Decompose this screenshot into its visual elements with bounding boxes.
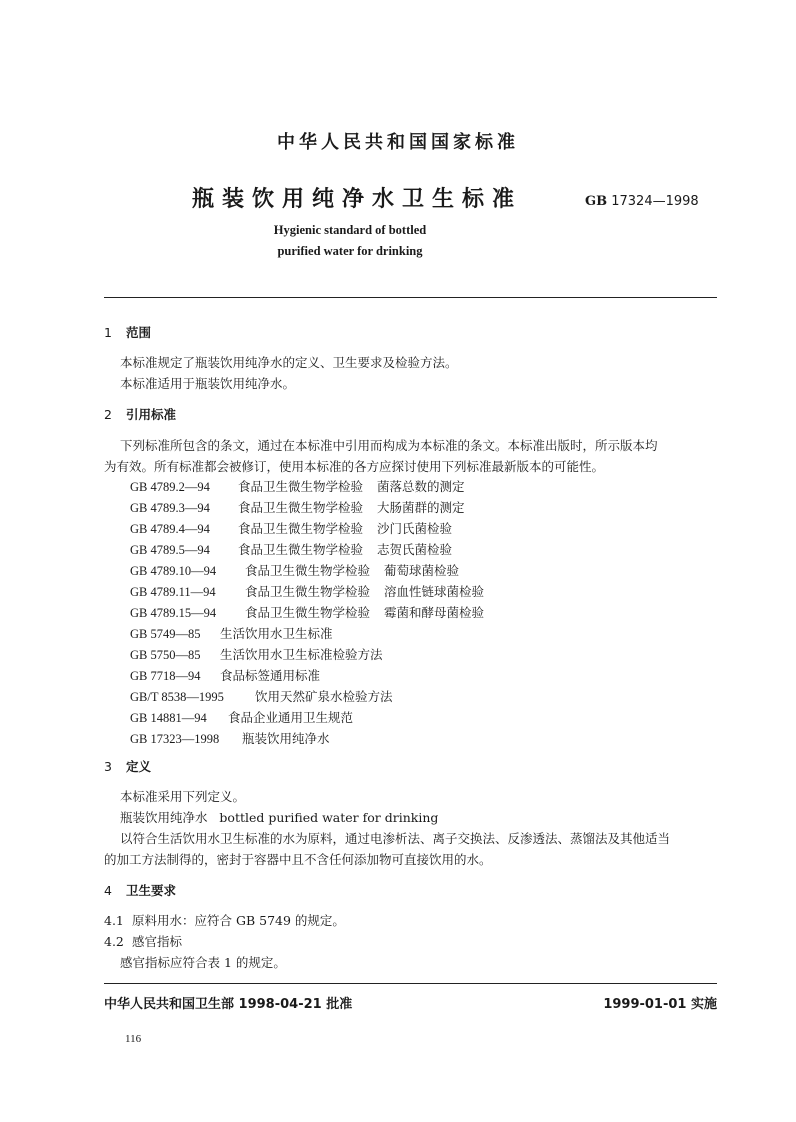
standard-code <box>585 194 699 209</box>
reference-name: 食品卫生微生物学检验 <box>245 605 371 620</box>
section-2-intro-line2: 为有效。所有标准都会被修订，使用本标准的各方应探讨使用下列标准最新版本的可能性。 <box>104 459 605 474</box>
clause-4-1-number: 4.1 <box>104 913 124 928</box>
reference-subtitle: 溶血性链球菌检验 <box>384 584 485 599</box>
reference-subtitle: 大肠菌群的测定 <box>377 500 465 515</box>
section-2-intro-line1: 下列标准所包含的条文，通过在本标准中引用而构成为本标准的条文。本标准出版时，所示版本均 <box>120 438 658 453</box>
reference-name: 生活饮用水卫生标准检验方法 <box>220 647 383 662</box>
clause-4-1 <box>104 911 345 929</box>
national-standard-heading: 中华人民共和国国家标准 <box>277 132 519 153</box>
reference-name: 食品企业通用卫生规范 <box>228 710 354 725</box>
reference-code: GB 4789.3—94 <box>130 501 210 515</box>
section-3-paragraph-1: 本标准采用下列定义。 <box>120 789 246 804</box>
reference-code: GB 4789.4—94 <box>130 522 210 536</box>
reference-code: GB 4789.15—94 <box>130 606 217 620</box>
clause-4-1-text: 原料用水：应符合 GB 5749 的规定。 <box>132 913 345 928</box>
reference-name: 食品卫生微生物学检验 <box>238 500 364 515</box>
section-3-definition-line1: 以符合生活饮用水卫生标准的水为原料，通过电渗析法、离子交换法、反渗透法、蒸馏法及其他适当 <box>120 831 671 846</box>
reference-subtitle: 沙门氏菌检验 <box>377 521 453 536</box>
clause-4-2-number: 4.2 <box>104 934 124 949</box>
english-title-line1: Hygienic standard of bottled <box>273 223 427 237</box>
reference-item <box>130 708 367 726</box>
section-1-title: 范围 <box>126 325 152 340</box>
section-3-term: 瓶装饮用纯净水 bottled purified water for drinking <box>120 810 439 825</box>
reference-code: GB 7718—94 <box>130 669 201 683</box>
reference-name: 食品标签通用标准 <box>220 668 321 683</box>
implementation-date: 1999-01-01 实施 <box>603 997 717 1012</box>
document-title: 瓶装饮用纯净水卫生标准 <box>192 187 523 212</box>
reference-code: GB 17323—1998 <box>130 732 220 746</box>
reference-item <box>130 582 484 600</box>
reference-code: GB 5750—85 <box>130 648 201 662</box>
reference-name: 食品卫生微生物学检验 <box>245 563 371 578</box>
reference-name: 食品卫生微生物学检验 <box>238 479 364 494</box>
code-prefix: GB <box>585 194 608 209</box>
section-2-title: 引用标准 <box>126 407 177 422</box>
section-4-heading <box>104 881 176 899</box>
reference-code: GB 4789.2—94 <box>130 480 210 494</box>
reference-code: GB 14881—94 <box>130 711 207 725</box>
reference-subtitle: 菌落总数的测定 <box>377 479 465 494</box>
reference-subtitle: 志贺氏菌检验 <box>377 542 453 557</box>
section-3-heading <box>104 757 151 775</box>
section-2-number: 2 <box>104 407 112 422</box>
reference-item <box>130 645 397 663</box>
section-2-heading <box>104 405 176 423</box>
reference-name: 饮用天然矿泉水检验方法 <box>255 689 393 704</box>
section-4-number: 4 <box>104 883 112 898</box>
reference-item <box>130 624 347 642</box>
clause-4-2-text: 感官指标 <box>132 934 183 949</box>
section-4-title: 卫生要求 <box>126 883 177 898</box>
english-title-line2: purified water for drinking <box>277 244 423 258</box>
section-1-paragraph-1: 本标准规定了瓶装饮用纯净水的定义、卫生要求及检验方法。 <box>120 355 458 370</box>
section-1-number: 1 <box>104 325 112 340</box>
reference-name: 瓶装饮用纯净水 <box>242 731 330 746</box>
reference-name: 食品卫生微生物学检验 <box>238 542 364 557</box>
page-number: 116 <box>125 1033 142 1045</box>
reference-item <box>130 519 452 537</box>
reference-code: GB 4789.10—94 <box>130 564 217 578</box>
reference-code: GB 4789.11—94 <box>130 585 216 599</box>
section-1-heading <box>104 323 151 341</box>
approval-line: 中华人民共和国卫生部 1998-04-21 批准 <box>104 997 353 1012</box>
reference-item <box>130 561 459 579</box>
reference-item <box>130 603 484 621</box>
section-3-definition-line2: 的加工方法制得的，密封于容器中且不含任何添加物可直接饮用的水。 <box>104 852 492 867</box>
reference-name: 食品卫生微生物学检验 <box>238 521 364 536</box>
section-1-paragraph-2: 本标准适用于瓶装饮用纯净水。 <box>120 376 296 391</box>
reference-item <box>130 687 407 705</box>
reference-subtitle: 霉菌和酵母菌检验 <box>384 605 485 620</box>
reference-name: 生活饮用水卫生标准 <box>220 626 333 641</box>
section-3-title: 定义 <box>126 759 152 774</box>
reference-name: 食品卫生微生物学检验 <box>245 584 371 599</box>
code-number: 17324—1998 <box>611 194 699 209</box>
reference-item <box>130 666 334 684</box>
reference-code: GB 5749—85 <box>130 627 201 641</box>
section-3-number: 3 <box>104 759 112 774</box>
footer-rule <box>104 983 717 984</box>
reference-code: GB/T 8538—1995 <box>130 690 224 704</box>
reference-item <box>130 498 465 516</box>
reference-item <box>130 477 465 495</box>
reference-item <box>130 729 344 747</box>
clause-4-2 <box>104 932 182 950</box>
header-rule <box>104 297 717 298</box>
reference-subtitle: 葡萄球菌检验 <box>384 563 460 578</box>
reference-item <box>130 540 452 558</box>
reference-code: GB 4789.5—94 <box>130 543 210 557</box>
clause-4-2-paragraph: 感官指标应符合表 1 的规定。 <box>120 955 286 970</box>
